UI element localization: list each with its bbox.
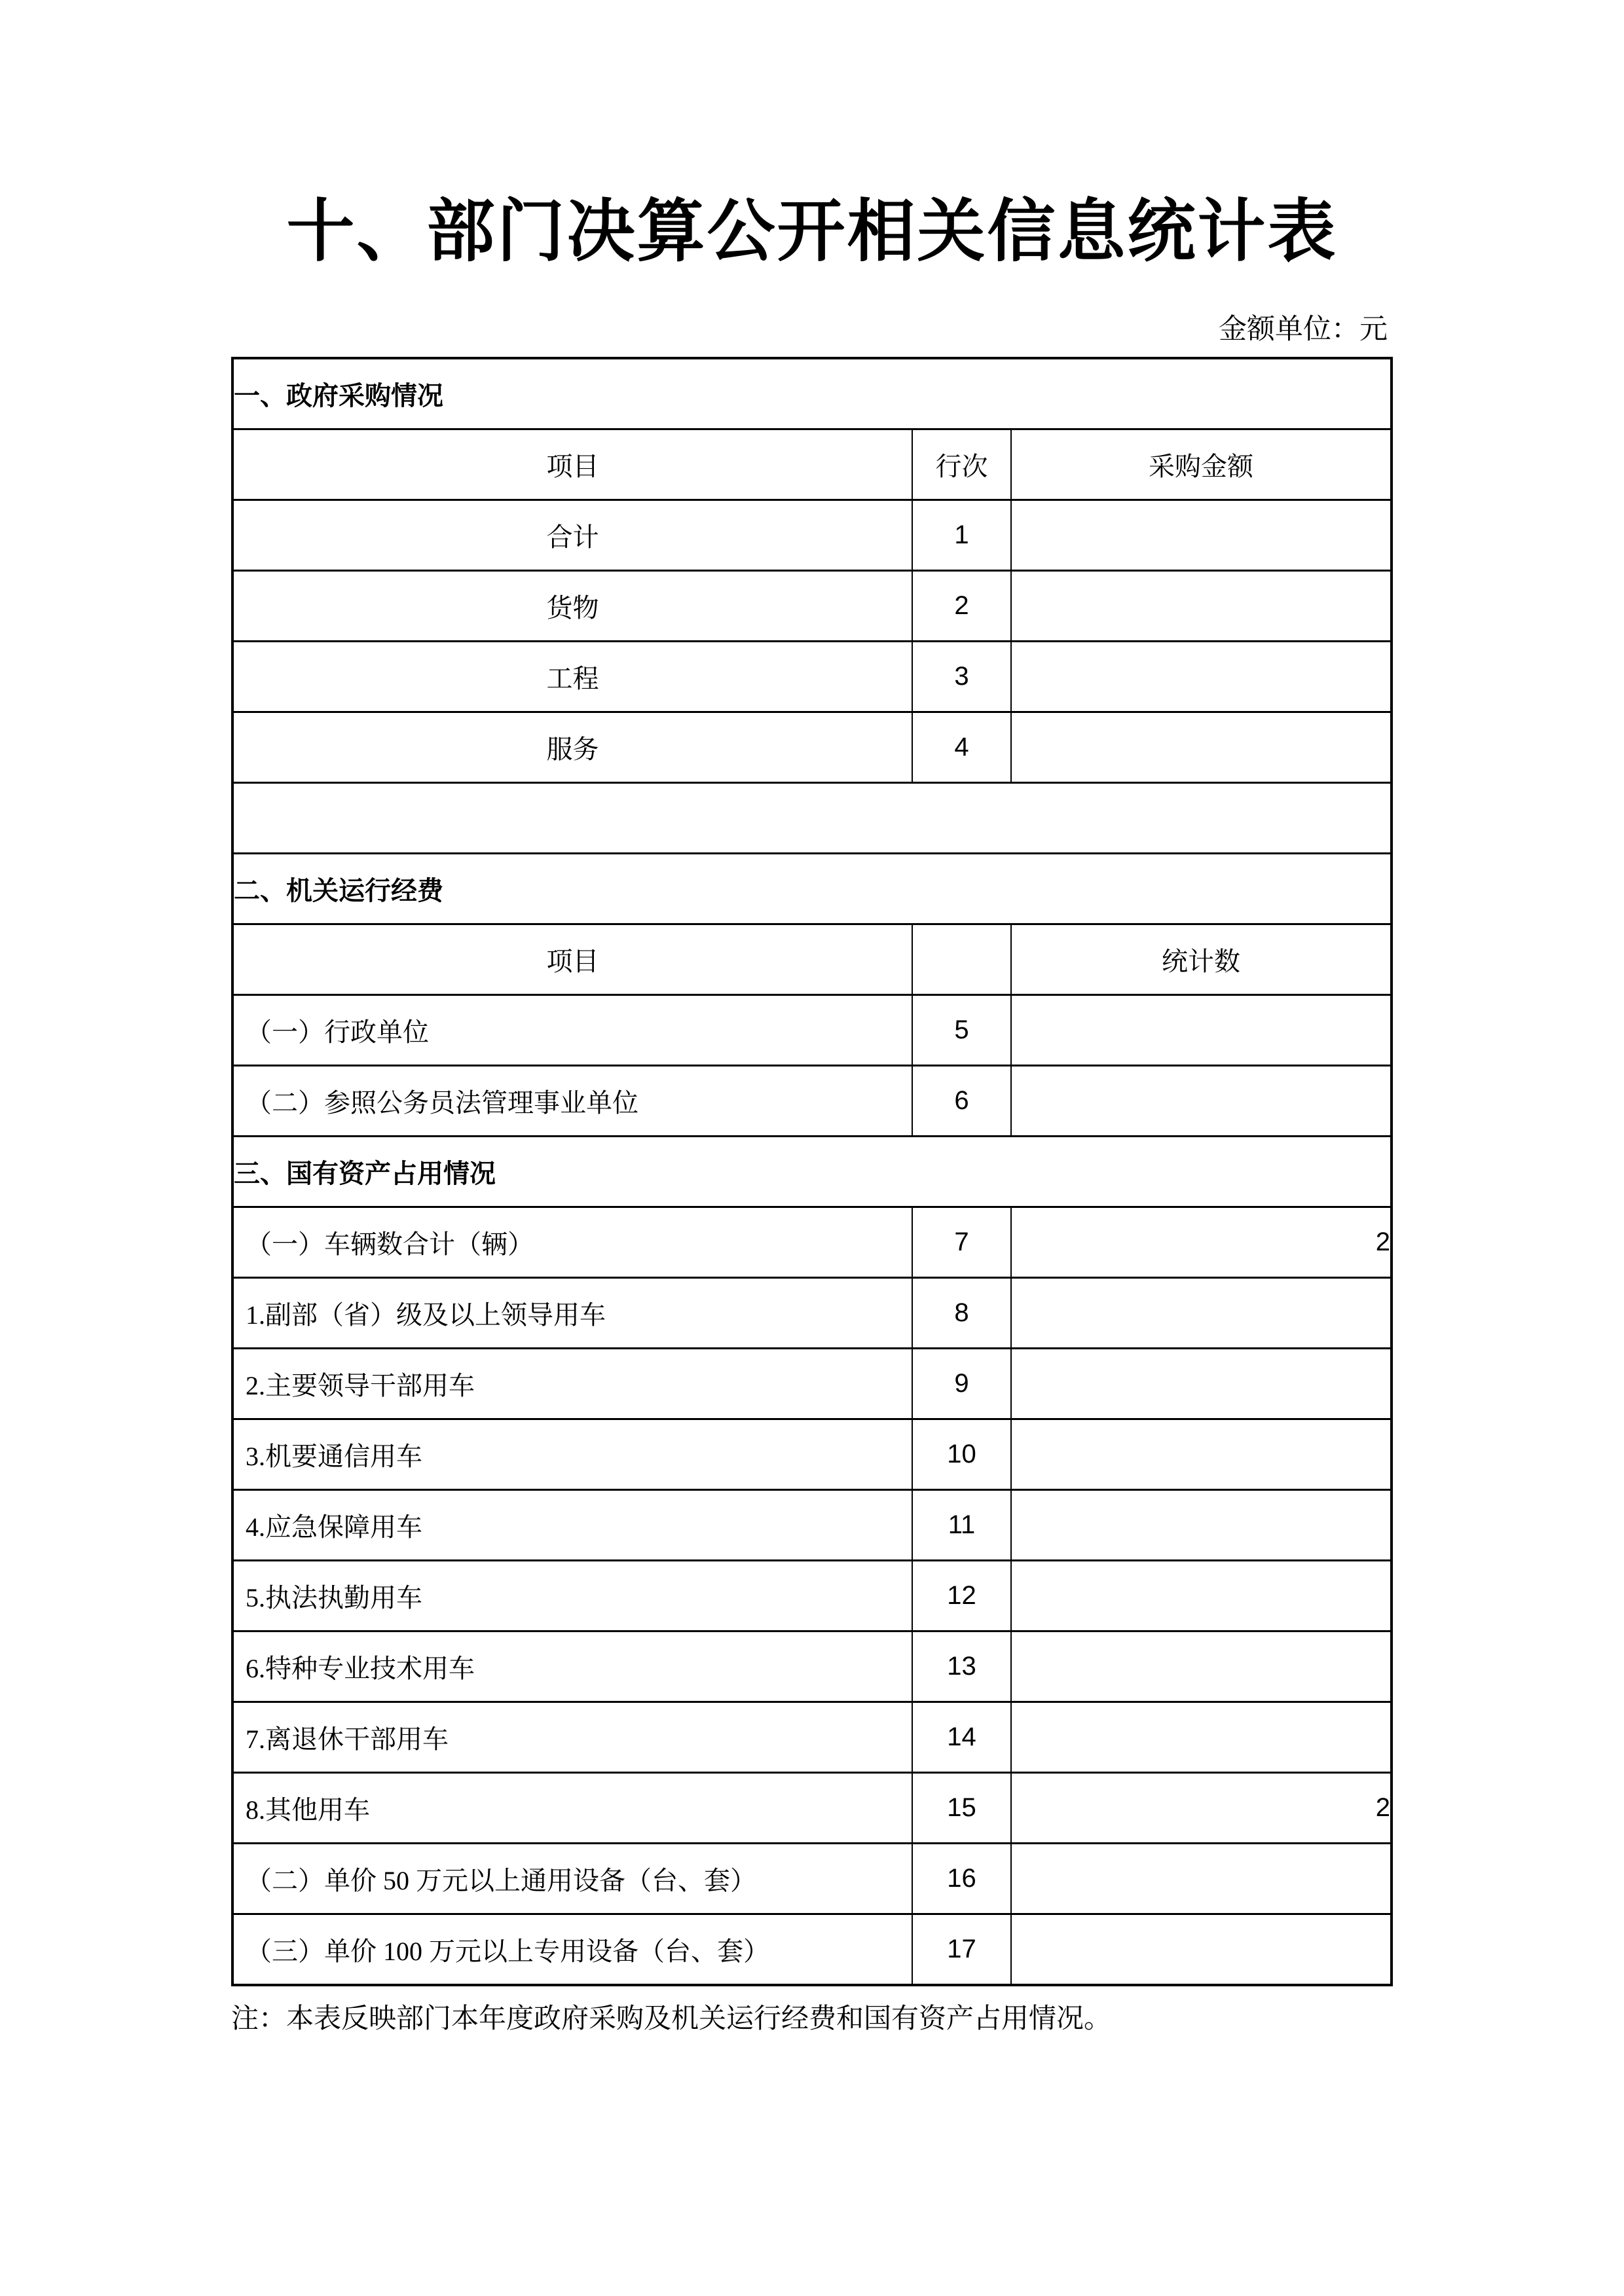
section-header-label: 二、机关运行经费 <box>232 854 1392 924</box>
blank-cell <box>232 783 1392 854</box>
line-number-cell: 6 <box>912 1066 1011 1137</box>
amount-unit-label: 金额单位：元 <box>1219 314 1388 345</box>
item-cell: 7.离退休干部用车 <box>232 1702 912 1773</box>
table-row <box>232 712 1392 783</box>
table-row <box>232 1419 1392 1490</box>
line-number-cell: 3 <box>912 642 1011 712</box>
table-row <box>232 1066 1392 1137</box>
section-header-label: 三、国有资产占用情况 <box>232 1137 1392 1207</box>
item-cell: 5.执法执勤用车 <box>232 1561 912 1631</box>
table-row <box>232 1844 1392 1914</box>
table-row <box>232 1631 1392 1702</box>
value-cell <box>1011 1561 1392 1631</box>
item-cell: （三）单价 100 万元以上专用设备（台、套） <box>232 1914 912 1986</box>
table-row <box>232 1914 1392 1986</box>
value-cell: 2 <box>1011 1773 1392 1844</box>
table-row <box>232 1278 1392 1349</box>
table-row <box>232 1773 1392 1844</box>
table-row <box>232 1349 1392 1419</box>
item-cell: 工程 <box>232 642 912 712</box>
value-cell <box>1011 995 1392 1066</box>
line-number-cell: 1 <box>912 500 1011 571</box>
item-cell: （一）行政单位 <box>232 995 912 1066</box>
value-cell <box>1011 1844 1392 1914</box>
table-row <box>232 1490 1392 1561</box>
value-cell: 统计数 <box>1011 924 1392 995</box>
line-number-cell: 17 <box>912 1914 1011 1986</box>
value-cell <box>1011 500 1392 571</box>
line-number-cell: 行次 <box>912 429 1011 500</box>
statistics-table-body <box>232 358 1392 1985</box>
section-header-row <box>232 854 1392 924</box>
item-cell: 6.特种专业技术用车 <box>232 1631 912 1702</box>
item-cell: 货物 <box>232 571 912 642</box>
value-cell <box>1011 642 1392 712</box>
item-cell: （二）参照公务员法管理事业单位 <box>232 1066 912 1137</box>
value-cell: 采购金额 <box>1011 429 1392 500</box>
line-number-cell: 11 <box>912 1490 1011 1561</box>
table-row <box>232 642 1392 712</box>
line-number-cell: 12 <box>912 1561 1011 1631</box>
value-cell <box>1011 1066 1392 1137</box>
item-cell: （一）车辆数合计（辆） <box>232 1207 912 1278</box>
column-header-row <box>232 924 1392 995</box>
line-number-cell: 8 <box>912 1278 1011 1349</box>
item-cell: 4.应急保障用车 <box>232 1490 912 1561</box>
table-row <box>232 571 1392 642</box>
value-cell <box>1011 1419 1392 1490</box>
table-row <box>232 995 1392 1066</box>
item-cell: 3.机要通信用车 <box>232 1419 912 1490</box>
table-row <box>232 500 1392 571</box>
line-number-cell: 15 <box>912 1773 1011 1844</box>
value-cell <box>1011 1349 1392 1419</box>
table-row <box>232 1207 1392 1278</box>
item-cell: 项目 <box>232 924 912 995</box>
section-header-row <box>232 1137 1392 1207</box>
item-cell: 服务 <box>232 712 912 783</box>
table-row <box>232 1702 1392 1773</box>
line-number-cell: 7 <box>912 1207 1011 1278</box>
value-cell <box>1011 1631 1392 1702</box>
line-number-cell: 2 <box>912 571 1011 642</box>
line-number-cell: 5 <box>912 995 1011 1066</box>
line-number-cell: 4 <box>912 712 1011 783</box>
table-row <box>232 1561 1392 1631</box>
line-number-cell: 14 <box>912 1702 1011 1773</box>
line-number-cell <box>912 924 1011 995</box>
value-cell <box>1011 1490 1392 1561</box>
column-header-row <box>232 429 1392 500</box>
line-number-cell: 10 <box>912 1419 1011 1490</box>
statistics-table <box>231 357 1393 1986</box>
value-cell <box>1011 1914 1392 1986</box>
item-cell: 8.其他用车 <box>232 1773 912 1844</box>
value-cell <box>1011 571 1392 642</box>
value-cell <box>1011 712 1392 783</box>
section-header-row <box>232 358 1392 429</box>
section-header-label: 一、政府采购情况 <box>232 358 1392 429</box>
value-cell <box>1011 1278 1392 1349</box>
page-title: 十、部门决算公开相关信息统计表 <box>286 194 1338 270</box>
line-number-cell: 9 <box>912 1349 1011 1419</box>
item-cell: 合计 <box>232 500 912 571</box>
blank-row <box>232 783 1392 854</box>
item-cell: 1.副部（省）级及以上领导用车 <box>232 1278 912 1349</box>
value-cell <box>1011 1702 1392 1773</box>
item-cell: 项目 <box>232 429 912 500</box>
item-cell: （二）单价 50 万元以上通用设备（台、套） <box>232 1844 912 1914</box>
table-footnote: 注：本表反映部门本年度政府采购及机关运行经费和国有资产占用情况。 <box>231 2004 1112 2034</box>
item-cell: 2.主要领导干部用车 <box>232 1349 912 1419</box>
line-number-cell: 13 <box>912 1631 1011 1702</box>
line-number-cell: 16 <box>912 1844 1011 1914</box>
value-cell: 2 <box>1011 1207 1392 1278</box>
